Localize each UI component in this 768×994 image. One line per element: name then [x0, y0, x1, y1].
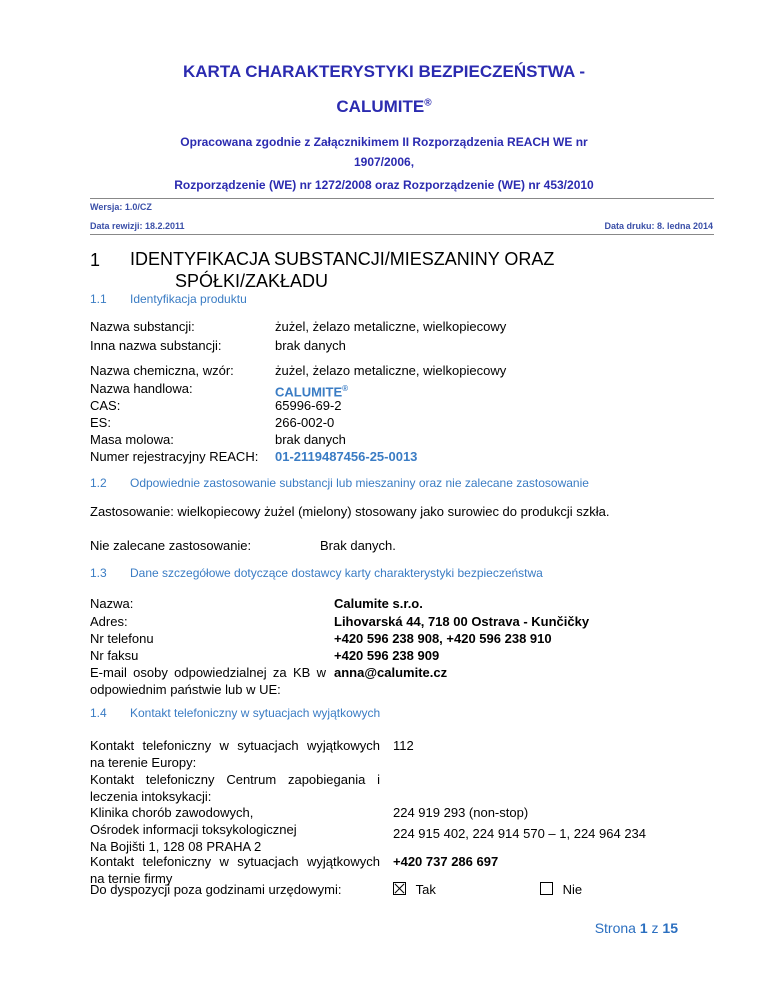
- subsection-1-3-number: 1.3: [90, 566, 107, 580]
- clinic-phone-2: 224 915 402, 224 914 570 – 1, 224 964 234: [393, 826, 647, 841]
- cas-value: 65996-69-2: [275, 398, 342, 413]
- offhours-label: Do dyspozycji poza godzinami urzędowymi:: [90, 882, 342, 897]
- section-number: 1: [90, 250, 101, 270]
- supplier-name-value: Calumite s.r.o.: [334, 596, 423, 611]
- reach-label: Numer rejestracyjny REACH:: [90, 449, 259, 464]
- center-contact-label: [90, 771, 380, 805]
- product-title-text: CALUMITE: [336, 97, 425, 116]
- subsection-1-1-number: 1.1: [90, 292, 107, 306]
- trade-name-text: CALUMITE: [275, 384, 343, 400]
- clinic-phone-1: 224 919 293 (non-stop): [393, 805, 529, 820]
- supplier-name-label: Nazwa:: [90, 596, 134, 611]
- document-title: KARTA CHARAKTERYSTYKI BEZPIECZEŃSTWA -: [182, 62, 585, 81]
- clinic-address: [90, 804, 297, 855]
- not-recommended-label: Nie zalecane zastosowanie:: [90, 538, 252, 553]
- substance-value: żużel, żelazo metaliczne, wielkopiecowy: [275, 319, 507, 334]
- revision-date: Data rewizji: 18.2.2011: [90, 221, 185, 231]
- page-of: z: [651, 920, 659, 936]
- company-contact-label-line-2: na ternie firmy: [90, 871, 173, 886]
- eu-contact-label-line-2: na terenie Europy:: [90, 755, 197, 770]
- supplier-fax-value: +420 596 238 909: [334, 648, 440, 663]
- registered-mark: ®: [424, 97, 432, 109]
- product-title: [0, 97, 768, 117]
- trade-registered-mark: ®: [342, 384, 349, 393]
- header-divider-top: [90, 198, 714, 199]
- subsection-1-4-title: Kontakt telefoniczny w sytuacjach wyjątkowych: [130, 706, 381, 720]
- page-current: 1: [639, 920, 648, 936]
- other-name-value: brak danych: [275, 338, 346, 353]
- yes-checkbox[interactable]: [393, 882, 406, 895]
- yes-option[interactable]: [393, 881, 436, 898]
- molar-mass-label: Masa molowa:: [90, 432, 174, 447]
- email-label-line-1: E-mail osoby odpowiedzialnej za KB w: [90, 665, 326, 680]
- usage-text: Zastosowanie: wielkopiecowy żużel (mielony) stosowany jako surowiec do produkcji szkła.: [90, 504, 610, 519]
- subsection-1-2-number: 1.2: [90, 476, 107, 490]
- no-checkbox[interactable]: [540, 882, 553, 895]
- company-contact-value: +420 737 286 697: [393, 854, 499, 869]
- subsection-1-1-title: Identyfikacja produktu: [130, 292, 247, 306]
- clinic-line-3: Na Bojišti 1, 128 08 PRAHA 2: [90, 839, 262, 854]
- header-divider-bottom: [90, 234, 714, 235]
- molar-mass-value: brak danych: [275, 432, 346, 447]
- subtitle-line-1: Opracowana zgodnie z Załącznikimem II Rozporządzenia REACH WE nr: [180, 135, 588, 149]
- supplier-fax-label: Nr faksu: [90, 648, 139, 663]
- substance-label: Nazwa substancji:: [90, 319, 195, 334]
- eu-contact-value: 112: [393, 738, 414, 753]
- subtitle-line-2: 1907/2006,: [353, 155, 415, 169]
- clinic-line-2: Ośrodek informacji toksykologicznej: [90, 822, 297, 837]
- no-label: Nie: [562, 882, 583, 897]
- supplier-phone-label: Nr telefonu: [90, 631, 154, 646]
- eu-contact-label-line-1: Kontakt telefoniczny w sytuacjach wyjątkowych: [90, 738, 380, 753]
- no-option[interactable]: [540, 881, 582, 898]
- eu-contact-label: [90, 737, 380, 771]
- not-recommended-value: Brak danych.: [320, 538, 396, 553]
- supplier-address-value: Lihovarská 44, 718 00 Ostrava - Kunčičky: [334, 614, 590, 629]
- section-title: [130, 248, 554, 292]
- center-contact-label-line-1: Kontakt telefoniczny Centrum zapobiegania i: [90, 772, 380, 787]
- chem-name-label: Nazwa chemiczna, wzór:: [90, 363, 234, 378]
- email-label-line-2: odpowiednim państwie lub w UE:: [90, 682, 281, 697]
- reach-value: 01-2119487456-25-0013: [275, 449, 418, 464]
- subtitle-line-3: Rozporządzenie (WE) nr 1272/2008 oraz Rozporządzenie (WE) nr 453/2010: [174, 178, 594, 192]
- supplier-email-label: [90, 664, 326, 698]
- page-word: Strona: [594, 920, 636, 936]
- supplier-address-label: Adres:: [90, 614, 128, 629]
- yes-label: Tak: [415, 882, 436, 897]
- version-label: Wersja: 1.0/CZ: [90, 202, 152, 212]
- print-date: Data druku: 8. ledna 2014: [604, 221, 713, 231]
- supplier-phone-value: +420 596 238 908, +420 596 238 910: [334, 631, 552, 646]
- clinic-line-1: Klinika chorób zawodowych,: [90, 805, 254, 820]
- center-contact-label-line-2: leczenia intoksykacji:: [90, 789, 212, 804]
- page-number: [595, 920, 678, 936]
- other-name-label: Inna nazwa substancji:: [90, 338, 222, 353]
- subsection-1-4-number: 1.4: [90, 706, 107, 720]
- cas-label: CAS:: [90, 398, 121, 413]
- page-total: 15: [662, 920, 678, 936]
- trade-name-label: Nazwa handlowa:: [90, 381, 193, 396]
- es-label: ES:: [90, 415, 111, 430]
- subsection-1-3-title: Dane szczegółowe dotyczące dostawcy karty charakterystyki bezpieczeństwa: [130, 566, 543, 580]
- section-title-line-1: IDENTYFIKACJA SUBSTANCJI/MIESZANINY ORAZ: [130, 249, 555, 269]
- section-title-line-2: SPÓŁKI/ZAKŁADU: [175, 271, 329, 291]
- es-value: 266-002-0: [275, 415, 335, 430]
- chem-name-value: żużel, żelazo metaliczne, wielkopiecowy: [275, 363, 507, 378]
- subsection-1-2-title: Odpowiednie zastosowanie substancji lub mieszaniny oraz nie zalecane zastosowanie: [130, 476, 589, 490]
- company-contact-label-line-1: Kontakt telefoniczny w sytuacjach wyjątkowych: [90, 854, 380, 869]
- supplier-email-value[interactable]: anna@calumite.cz: [334, 665, 448, 680]
